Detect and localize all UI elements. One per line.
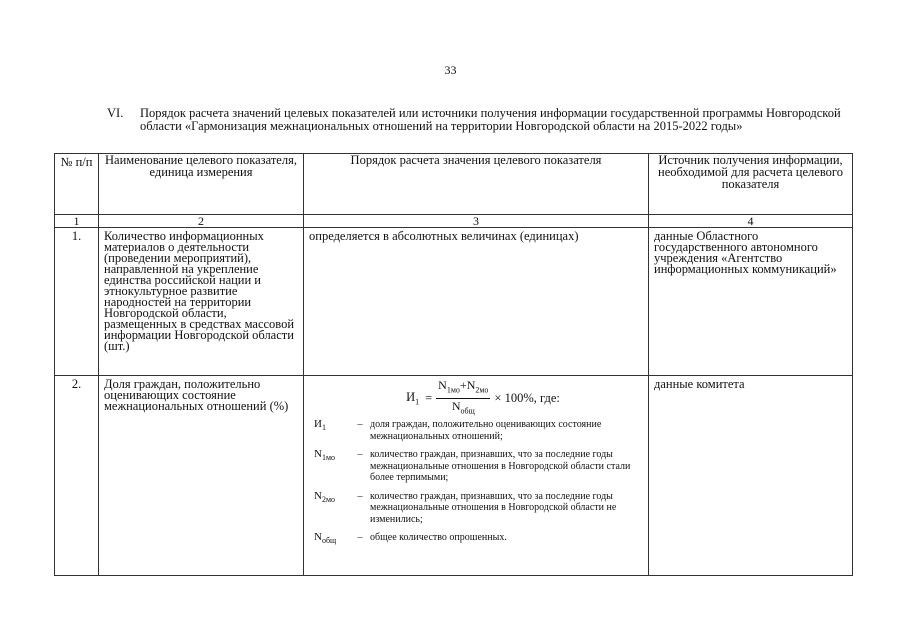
header-source: Источник получения информации, необходимой для расчета целевого показателя xyxy=(649,154,853,215)
header-indicator-name: Наименование целевого показателя, единица измерения xyxy=(99,154,304,215)
table-header-row xyxy=(55,154,853,215)
indicators-table xyxy=(54,153,853,576)
header-number: № п/п xyxy=(55,154,99,215)
info-source: данные комитета xyxy=(649,376,853,576)
column-number: 1 xyxy=(55,215,99,228)
formula-fraction xyxy=(436,379,490,417)
indicator-name: Доля граждан, положительно оценивающих состояние межнациональных отношений (%) xyxy=(99,376,304,576)
formula-lhs: $И_1$ xyxy=(406,389,420,407)
definition-item: $N_{общ}$ – общее количество опрошенных. xyxy=(314,531,507,546)
formula-denominator: $N_{общ}$ xyxy=(451,398,475,415)
definition-item: $И_1$ – доля граждан, положительно оценивающих состояние межнациональных отношений; xyxy=(314,418,602,442)
indicator-name: Количество информационных материалов о деятельности (проведении мероприятий), направленной на укрепление единства российской нации и этнокультурное развитие народностей на территории Новгородской области, размещенных в средствах массовой информации Новгородской области (шт.) xyxy=(99,228,304,376)
formula xyxy=(322,378,644,415)
column-number: 2 xyxy=(99,215,304,228)
info-source: данные Областного государственного автономного учреждения «Агентство информационных коммуникаций» xyxy=(649,228,853,376)
table-row xyxy=(55,228,853,376)
table-row xyxy=(55,376,853,576)
column-number: 4 xyxy=(649,215,853,228)
row-number: 2. xyxy=(55,376,99,576)
column-number: 3 xyxy=(304,215,649,228)
formula-equals: = xyxy=(425,390,433,405)
row-number: 1. xyxy=(55,228,99,376)
definition-item: $N_{1мо}$ – количество граждан, признавших, что за последние годы межнациональные отношения в Новгородской области стали более терпимыми; xyxy=(314,448,631,483)
definition-item: $N_{2мо}$ – количество граждан, признавших, что за последние годы межнациональные отношения в Новгородской области не изменились; xyxy=(314,489,617,525)
section-heading xyxy=(107,107,852,133)
header-calc-method: Порядок расчета значения целевого показателя xyxy=(304,154,649,215)
formula-definitions xyxy=(314,419,644,547)
calc-method xyxy=(304,376,649,576)
formula-tail: × 100%, где: xyxy=(494,390,560,405)
section-title: Порядок расчета значений целевых показателей или источники получения информации государственной программы Новгородской области «Гармонизация межнациональных отношений на территории Новгородской области на 2015-2022 годы» xyxy=(140,106,841,133)
page-number: 33 xyxy=(444,63,457,77)
section-number: VI. xyxy=(107,106,124,120)
column-numbers-row xyxy=(55,215,853,228)
calc-method: определяется в абсолютных величинах (единицах) xyxy=(304,228,649,376)
formula-numerator: $N_{1мо}+N_{2мо}$ xyxy=(436,379,490,398)
